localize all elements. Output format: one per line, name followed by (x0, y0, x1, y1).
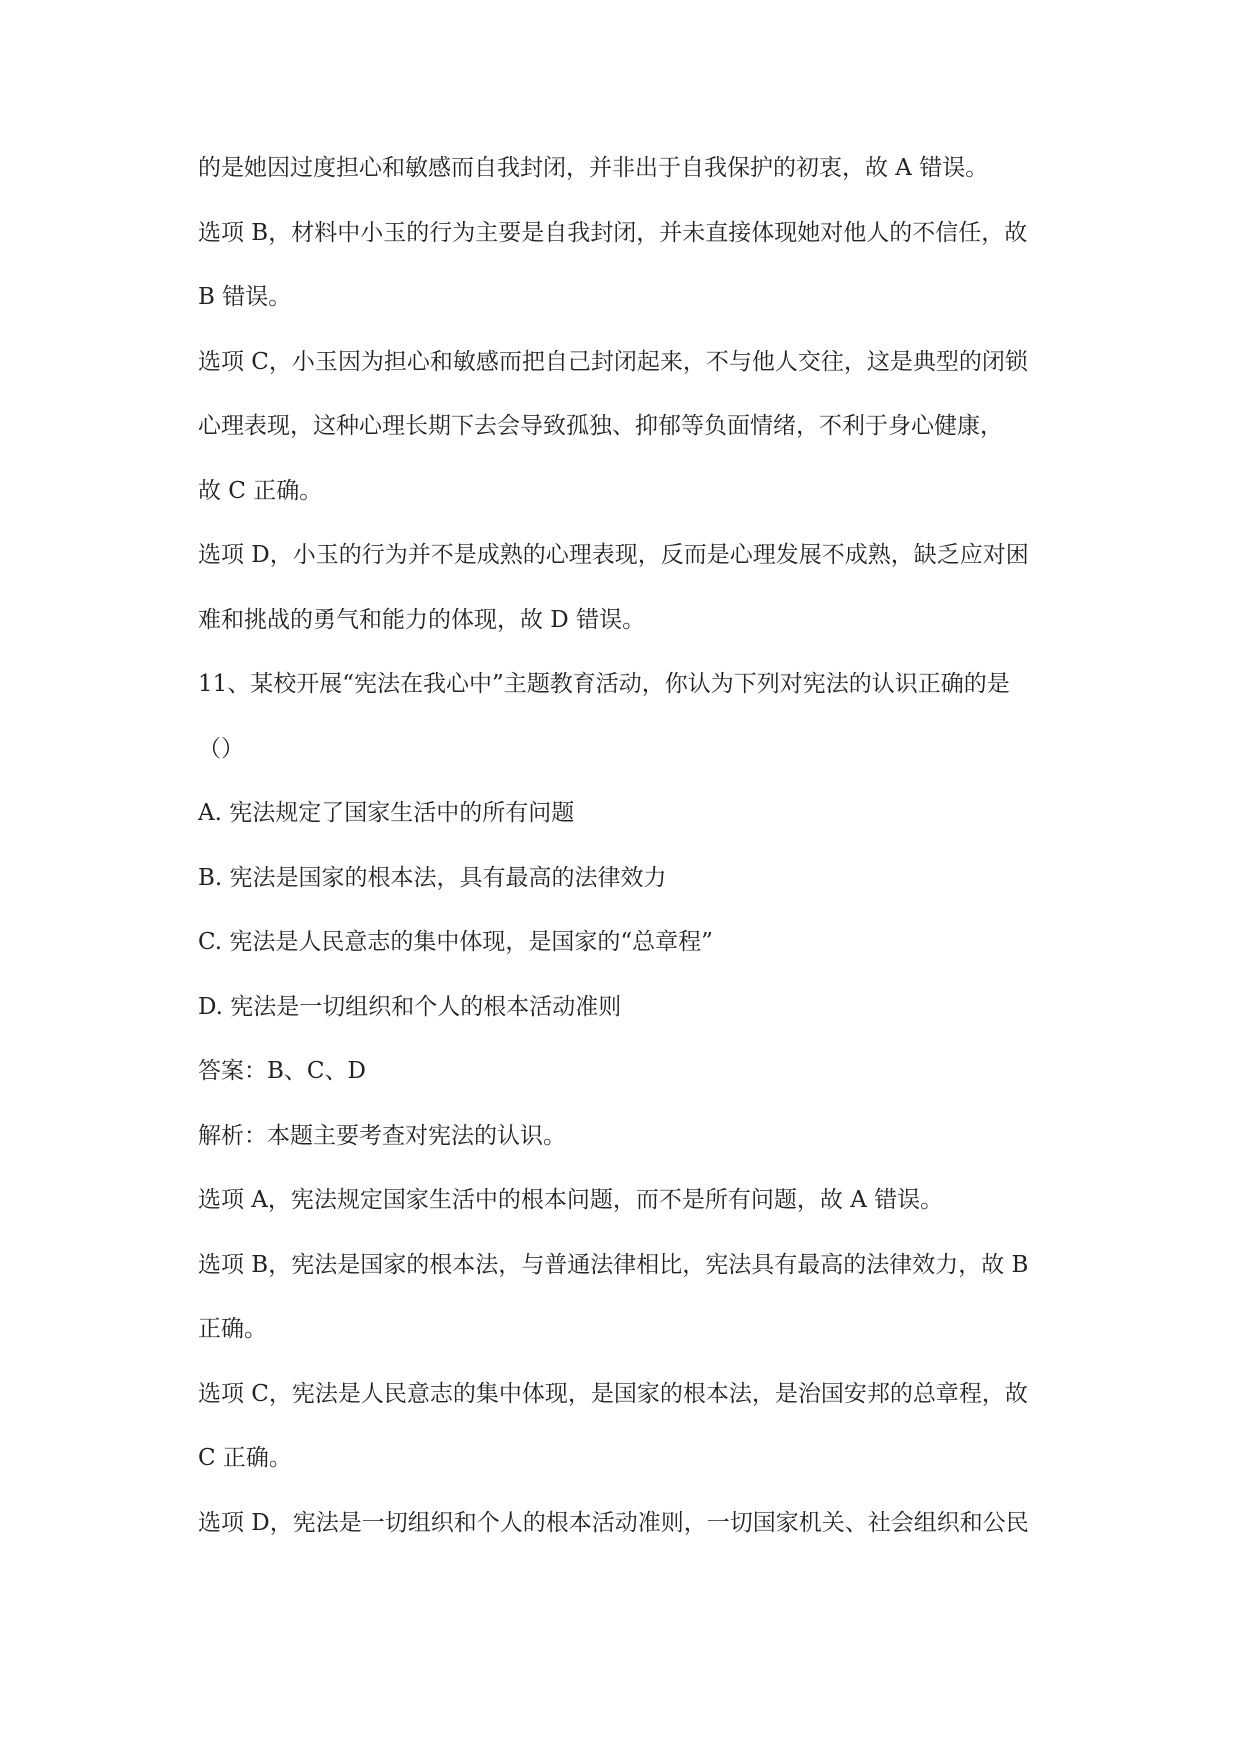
text-line: 的是她因过度担心和敏感而自我封闭，并非出于自我保护的初衷，故 A 错误。 (198, 155, 989, 181)
text-line: 心理表现，这种心理长期下去会导致孤独、抑郁等负面情绪，不利于身心健康， (198, 413, 1003, 439)
text-line: 选项 D，小玉的行为并不是成熟的心理表现，反而是心理发展不成熟，缺乏应对困 (198, 542, 1029, 568)
text-line: 选项 D，宪法是一切组织和个人的根本活动准则，一切国家机关、社会组织和公民 (198, 1509, 1029, 1536)
question-blank: （） (198, 735, 244, 762)
text-line: 选项 B，宪法是国家的根本法，与普通法律相比，宪法具有最高的法律效力，故 B (198, 1251, 1029, 1278)
text-line: 故 C 正确。 (198, 477, 323, 504)
text-line: 正确。 (198, 1316, 267, 1342)
text-line: 选项 B，材料中小玉的行为主要是自我封闭，并未直接体现她对他人的不信任，故 (198, 219, 1028, 246)
text-line: 选项 A，宪法规定国家生活中的根本问题，而不是所有问题，故 A 错误。 (198, 1187, 944, 1213)
option-a: A. 宪法规定了国家生活中的所有问题 (198, 800, 575, 826)
text-line: C 正确。 (198, 1445, 292, 1471)
document-body (198, 136, 1088, 1555)
option-b: B. 宪法是国家的根本法，具有最高的法律效力 (198, 864, 667, 891)
option-d: D. 宪法是一切组织和个人的根本活动准则 (198, 993, 622, 1020)
answer-line: 答案：B、C、D (198, 1058, 366, 1084)
option-c: C. 宪法是人民意志的集中体现，是国家的“总章程” (198, 929, 713, 955)
analysis-intro: 解析：本题主要考查对宪法的认识。 (198, 1122, 566, 1149)
text-line: 选项 C，小玉因为担心和敏感而把自己封闭起来，不与他人交往，这是典型的闭锁 (198, 348, 1028, 375)
text-line: 难和挑战的勇气和能力的体现，故 D 错误。 (198, 606, 646, 633)
text-line: 选项 C，宪法是人民意志的集中体现，是国家的根本法，是治国安邦的总章程，故 (198, 1380, 1028, 1407)
question-stem: 11、某校开展“宪法在我心中”主题教育活动，你认为下列对宪法的认识正确的是 (198, 671, 1010, 697)
text-line: B 错误。 (198, 284, 292, 310)
